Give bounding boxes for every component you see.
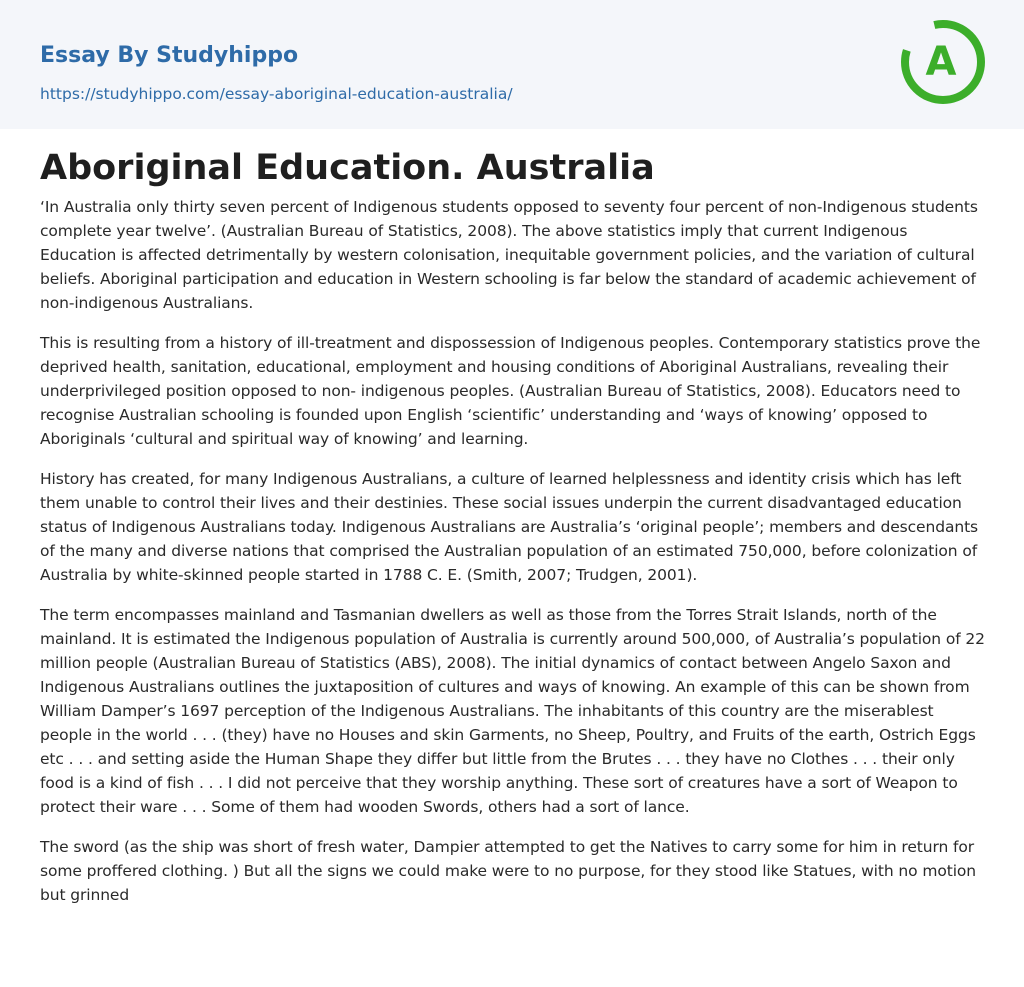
essay-paragraph: ‘In Australia only thirty seven percent of Indigenous students opposed to seventy four percent of non-Indigenous students complete year twelve’. (Australian Bureau of Statistics, 2008). The above statistics imply that current Indigenous Education is affected detrimentally by western colonisation, inequitable government policies, and the variation of cultural beliefs. Aboriginal participation and education in Western schooling is far below the standard of academic achievement of non-indigenous Australians. <box>40 198 978 312</box>
essay-paragraph: This is resulting from a history of ill-treatment and dispossession of Indigenous peoples. Contemporary statistics prove the deprived health, sanitation, educational, employment and housing conditions of Aboriginal Australians, revealing their underprivileged position opposed to non- indigenous peoples. (Australian Bureau of Statistics, 2008). Educators need to recognise Australian schooling is founded upon English ‘scientific’ understanding and ‘ways of knowing’ opposed to Aboriginals ‘cultural and spiritual way of knowing’ and learning. <box>40 334 981 448</box>
essay-paragraph: The sword (as the ship was short of fresh water, Dampier attempted to get the Natives to carry some for him in return for some proffered clothing. ) But all the signs we could make were to no purpose, for they stood like Statues, with no motion but grinned <box>40 838 977 904</box>
source-url-link[interactable]: https://studyhippo.com/essay-aboriginal-education-australia/ <box>40 85 513 103</box>
essay-body <box>40 195 986 923</box>
essay-paragraph: History has created, for many Indigenous Australians, a culture of learned helplessness and identity crisis which has left them unable to control their lives and their destinies. These social issues underpin the current disadvantaged education status of Indigenous Australians today. Indigenous Australians are Australia’s ‘original people’; members and descendants of the many and diverse nations that comprised the Australian population of an estimated 750,000, before colonization of Australia by white-skinned people started in 1788 C. E. (Smith, 2007; Trudgen, 2001). <box>40 470 979 584</box>
essay-title: Aboriginal Education. Australia <box>40 148 655 188</box>
logo-letter: A <box>925 39 957 85</box>
essay-paragraph: The term encompasses mainland and Tasmanian dwellers as well as those from the Torres Strait Islands, north of the mainland. It is estimated the Indigenous population of Australia is currently around 500,000, of Australia’s population of 22 million people (Australian Bureau of Statistics (ABS), 2008). The initial dynamics of contact between Angelo Saxon and Indigenous Australians outlines the juxtaposition of cultures and ways of knowing. An example of this can be shown from William Damper’s 1697 perception of the Indigenous Australians. The inhabitants of this country are the miserablest people in the world . . . (they) have no Houses and skin Garments, no Sheep, Poultry, and Fruits of the earth, Ostrich Eggs etc . . . and setting aside the Human Shape they differ but little from the Brutes . . . they have no Clothes . . . their only food is a kind of fish . . . I did not perceive that they worship anything. These sort of creatures have a sort of Weapon to protect their ware . . . Some of them had wooden Swords, others had a sort of lance. <box>40 606 985 816</box>
site-brand[interactable]: Essay By Studyhippo <box>40 43 299 68</box>
studyhippo-logo-icon[interactable] <box>895 18 987 106</box>
